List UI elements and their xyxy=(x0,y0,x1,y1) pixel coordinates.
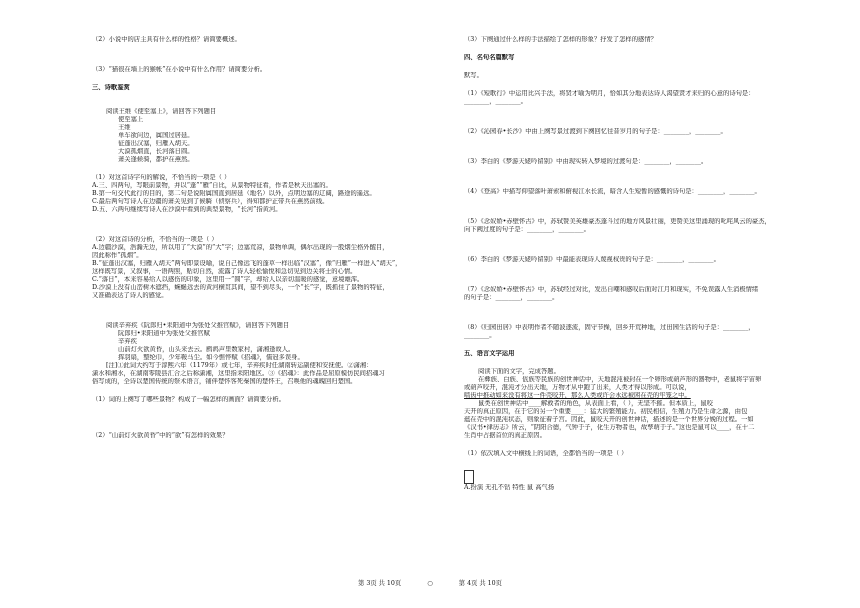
section-heading-3: 三、诗歌鉴赏 xyxy=(92,84,130,91)
poem1-line: 萧关逢候骑，都护在燕然。 xyxy=(118,156,194,163)
poem2-line: 挥羽扇，整纶巾，少年鞍马尘。如今憔悴赋《招魂》，儒冠多误身。 xyxy=(118,354,304,361)
page-number-left: 第 3页 共 10页 xyxy=(358,580,402,587)
right-page xyxy=(430,0,860,608)
poem1-question-2: （2）对这首诗的分析，不恰当的一项是（ ） xyxy=(92,236,218,243)
footnote: 俗写成的，全诗以楚国传统的祭术语言，铺伴楚怀客死秦国的楚怀王，召唤他的魂魄回归楚国。 xyxy=(92,378,357,385)
passage-line: 《汉书•律历志》所云，“阴阳合德，气钟于子，化生万物者也，故孳萌于子。”这也是鼠可以____，在十二 xyxy=(464,424,755,431)
poem1-line: 王维 xyxy=(118,124,131,131)
section-heading-5: 五、语言文字运用 xyxy=(464,350,515,357)
dictation-1-blank[interactable]: ________，________。 xyxy=(464,98,527,105)
option: C.“落日”，本来容易给人以感伤的印象，这里用一“圆”字，却给人以亲切温暖的感觉，意境雄浑。 xyxy=(92,276,364,283)
poem1-line: 单车欲问边，属国过居延。 xyxy=(118,132,194,139)
dictation-4: （4）《登高》中描写仰望落叶萧索和俯视江水长流，暗含人生短暂的感慨的诗句是：________，________。 xyxy=(464,188,761,195)
poem2-question-3: （3）下阕通过什么样的手法描绘了怎样的形象？抒发了怎样的感情？ xyxy=(464,36,657,43)
option-a: A.扮演 无孔不钻 特性 鼠 高气扬 xyxy=(464,484,555,491)
option: 这样既写景，又叙事，一语两照，贴切自然，流露了诗人轻松愉悦和急切见到边关将士的心情。 xyxy=(92,268,357,275)
poem2-intro: 阅读辛弃疾《阮郎归•耒阳道中为张处父推官赋》，请回答下列题目 xyxy=(106,322,290,329)
section4-intro: 默写。 xyxy=(464,72,483,79)
option: A.边疆沙漠，浩瀚无边，所以用了“大漠”的“大”字；边塞荒凉，景物单调，偶尔出现的一股烟尘格外醒目， xyxy=(92,244,389,251)
option: D.五、六两句继续写诗人在沙漠中看到的典型景物，“长河”指黄河。 xyxy=(92,206,282,213)
passage-line-underlined: 啮齿中推动如来没有将这一件壳咬开，那么人类或许会永远被困在壳的牢笼之中。 xyxy=(464,392,691,399)
question-3: （3）“猫很在墙上的猴帐”在小说中有什么作用？请简要分析。 xyxy=(92,66,267,73)
dictation-8: （8）《归园田居》中表明作者不随波逐流，固守节操，回乡开荒种地，过田园生活的句子是：________， xyxy=(464,324,755,331)
poem2-question-1: （1）词的上阕写了哪些景物？构成了一幅怎样的画面？请简要分析。 xyxy=(92,396,285,403)
dictation-3: （3）李白的《梦游天姥吟留别》中由现实转入梦境的过渡句是：________，________。 xyxy=(464,158,708,165)
question-2: （2）小说中的店主具有什么样的性格？请简要概述。 xyxy=(92,36,241,43)
option: 又准确表达了诗人的感觉。 xyxy=(92,292,168,299)
answer-box[interactable] xyxy=(464,470,474,484)
poem2-line: 辛弃疾 xyxy=(118,338,137,345)
section5-question-1: （1）依次填入文中横线上的词语，全都恰当的一项是（ ） xyxy=(464,450,628,457)
option: C.最后两句写诗人在边疆的萧关见到了候騎（侦察兵），得知都护正带兵在燕然前线。 xyxy=(92,198,329,205)
option: A.三、四两句，写眼前景物，并以“蓬”“雁”自比，从景物特征看，作者是秋天出塞的。 xyxy=(92,182,332,189)
option: B.第一句交代此行的目的，第二句是说附属国直到居延（地名）以外，点明边塞的辽阔，路途的遥远。 xyxy=(92,190,376,197)
dictation-7: （7）《念奴娇•赤壁怀古》中，苏轼经过对比，发出自嘲和感叹后面对江月和现实，不免误露人生消极情绪 xyxy=(464,286,759,293)
poem1-line: 征蓬出汉塞，归雁入胡天。 xyxy=(118,140,194,147)
footnote: [注]①此词大约写于淳熙六年（1179年）或七年，辛弃疾时任湖南转运副使和安抚使。②潇湘： xyxy=(106,362,373,369)
poem1-intro: 阅读王维《使至塞上》，请回答下列题目 xyxy=(106,108,217,115)
passage-line: 或葫芦咬开，混沌才分出天地，万物才从中跑了出来，人类才得以形成。可以说， xyxy=(464,384,691,391)
dictation-5-continued: 向下阙过度的句子是：________，________。 xyxy=(464,226,590,233)
page-footer xyxy=(0,578,860,587)
footnote: 潇水和湘水，在湖南零陵县汇合之后称潇湘，这里指耒阳地区。③《招魂》：此作品是屈原模仿民间招魂习 xyxy=(92,370,385,377)
poem1-line: 使至塞上 xyxy=(118,116,144,123)
poem2-line: 山前灯火欲黄昏，山头来去云。鹧鸪声里数家村，潇湘逢故人。 xyxy=(118,346,295,353)
passage-line: 天开的真正原因，在于它的另一个重要____：猛大的繁殖能力。初民相信，生殖力乃是生命之源，由包 xyxy=(464,408,748,415)
page-number-right: 第 4页 共 10页 xyxy=(458,580,502,587)
poem2-question-2: （2）“山前灯火欲黄昏”中的“欲”有怎样的效果？ xyxy=(92,432,229,439)
poem1-question-1: （1）对这首诗字句的解说，不恰当的一项是（ ） xyxy=(92,174,231,181)
passage-line: 鼠类在创世神话中____解救者的角色，从表面上看，（ ），无坚不摧。但本质上，鼠咬 xyxy=(478,400,713,407)
section5-intro: 阅读下面的文字，完成答题。 xyxy=(478,368,560,375)
dictation-7-continued: 的句子是：________，________。 xyxy=(464,294,559,301)
dictation-2: （2）《沁园春•长沙》中由上阕写景过渡到下阕回忆往昔岁月的句子是：________，________。 xyxy=(464,128,727,135)
passage-line: 生肖中占据首位的真正原因。 xyxy=(464,432,546,439)
passage-line: 在彝族、白族、佤族等民族的创世神话中，天地混沌被封在一个卵形或葫芦形的器物中，老鼠将宇宙卵 xyxy=(478,376,762,383)
passage-line: 蕴在壳中的混沌状态，则象征着子宫。因此，鼠咬天开的创世神话，描述的是一个世界分娩的过程。一如 xyxy=(464,416,754,423)
option: B.“征蓬出汉塞，归雁入胡天”两句即景设喻，说自己像远飞的蓬草一样出临“汉塞”，像“归雁”一样进入“胡天”， xyxy=(92,260,402,267)
dictation-5: （5）《念奴娇•赤壁怀古》中，苏轼赞美英雄豪杰蓬斗过的地方风景壮丽，更赞美这里涌现的叱咤风云的豪杰， xyxy=(464,218,771,225)
dictation-6: （6）李白的《梦游天姥吟留别》中最能表现诗人蔑视权贵的句子是：________，________。 xyxy=(464,256,720,263)
dictation-8-continued: ________。 xyxy=(464,332,496,339)
poem1-line: 大漠孤烟直，长河落日圆。 xyxy=(118,148,194,155)
section-heading-4: 四、名句名篇默写 xyxy=(464,54,515,61)
footer-divider: ○ xyxy=(427,580,433,587)
option: 因此称作“孤烟”。 xyxy=(92,252,143,259)
poem2-line: 阮郎归•耒阳道中为张处父推官赋 xyxy=(118,330,210,337)
option: D.沙漠上没有山峦树木遮挡，蜿蜒远去的黄河横贯其间，望不到尽头，一个“长”字，既抓住了景物的特征， xyxy=(92,284,389,291)
dictation-1: （1）《短歌行》中运用比兴手法，将贤才喻为明月，恰如其分地表达诗人渴望贤才来归的心意的诗句是： xyxy=(464,90,755,97)
